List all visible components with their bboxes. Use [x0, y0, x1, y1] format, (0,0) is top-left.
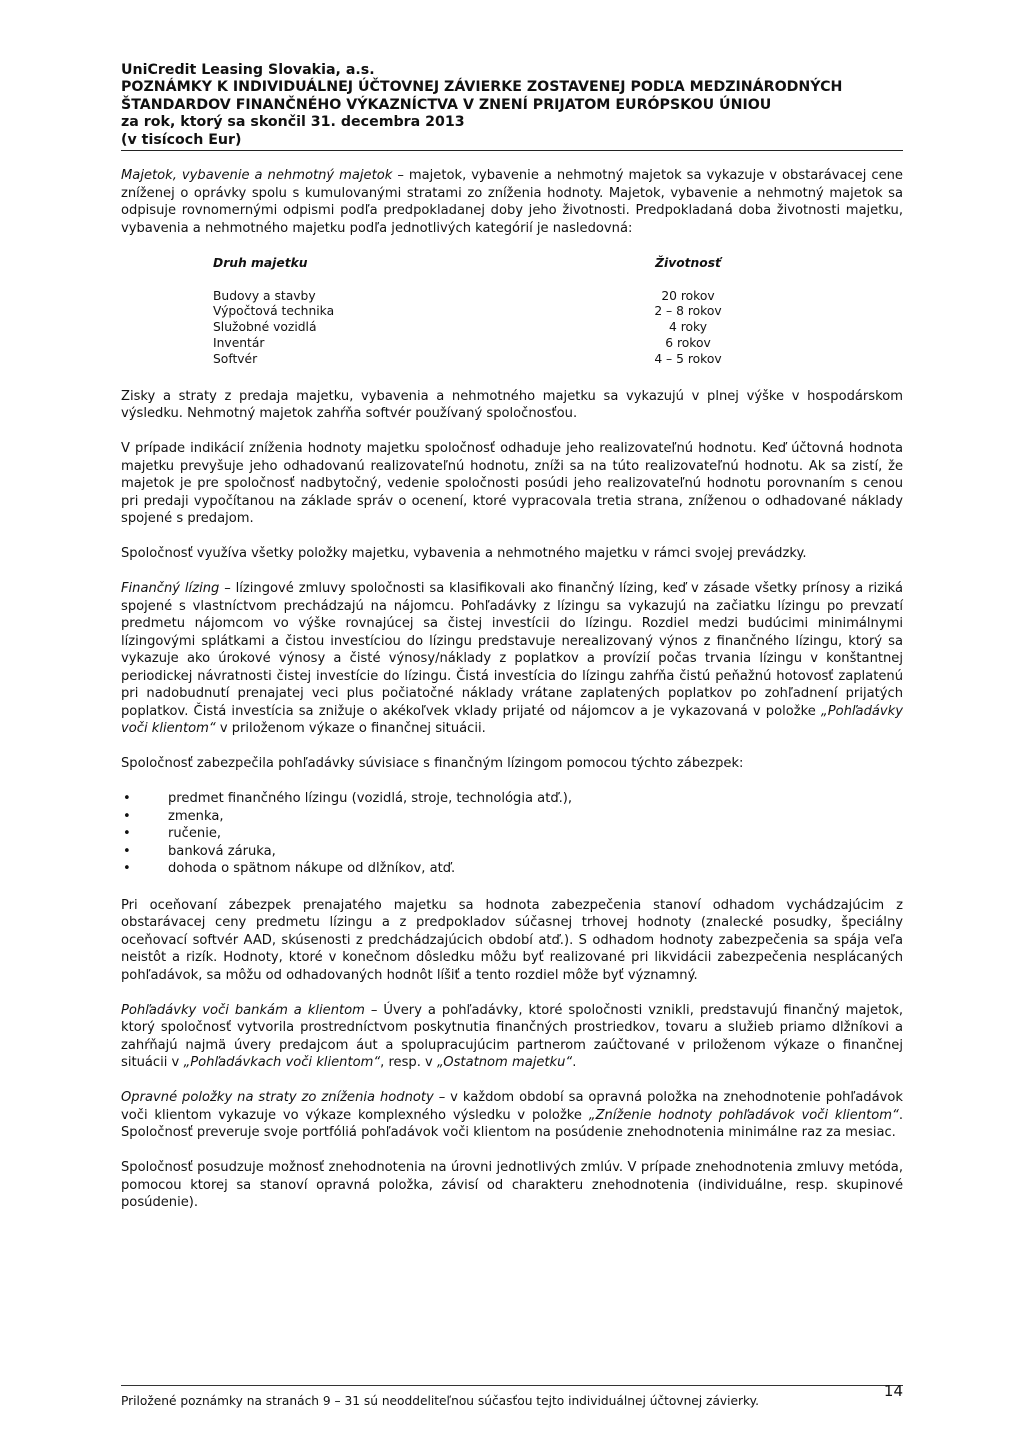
table-header-row: [213, 255, 723, 289]
column-header-useful-life: Životnosť: [655, 256, 721, 271]
paragraph-text: v priloženom výkaze o finančnej situácii.: [215, 721, 486, 737]
document-header: [121, 62, 903, 151]
header-title-line-2: ŠTANDARDOV FINANČNÉHO VÝKAZNÍCTVA V ZNENÍ PRIJATOM EURÓPSKOU ÚNIOU: [121, 96, 772, 113]
paragraph-heading: Finančný lízing: [121, 581, 220, 597]
bullet-icon: •: [123, 791, 131, 807]
paragraph-gains-losses: Zisky a straty z predaja majetku, vybavenia a nehmotného majetku sa vykazujú v plnej výške v hospodárskom výsledku. Nehmotný majetok zahŕňa softvér používaný spoločnosťou.: [121, 388, 903, 422]
statement-reference: „Ostatnom majetku“: [436, 1055, 573, 1071]
paragraph-text: . Spoločnosť preveruje svoje portfóliá pohľadávok voči klientom na posúdenie znehodnotenia minimálne raz za mesiac.: [121, 1107, 903, 1141]
table-row: [213, 304, 723, 320]
paragraph-impairment: V prípade indikácií zníženia hodnoty majetku spoločnosť odhaduje jeho realizovateľnú hodnotu. Keď účtovná hodnota majetku prevyšuje jeho odhadovanú realizovateľnú hodnotu, zníži sa na túto realizovateľnú hodnotu. Ak sa zistí, že majetok je pre spoločnosť nadbytočný, vedenie spoločnosti posúdi jeho realizovateľnú hodnotu porovnaním s cenou pri predaji vypočítanou na základe správ o ocenení, ktoré vypracovala tretia strana, zníženou o odhadované náklady spojené s predajom.: [121, 441, 903, 527]
company-name: UniCredit Leasing Slovakia, a.s.: [121, 62, 375, 78]
statement-reference: „Pohľadávky voči klientom“: [121, 703, 903, 737]
asset-type-cell: Výpočtová technika: [213, 304, 335, 319]
asset-type-cell: Inventár: [213, 335, 265, 350]
bullet-icon: •: [123, 808, 131, 824]
useful-life-cell: 6 rokov: [665, 335, 711, 350]
bullet-icon: •: [123, 826, 131, 842]
page-footer: [121, 1382, 903, 1408]
list-item: [121, 790, 903, 808]
paragraph-heading: Majetok, vybavenie a nehmotný majetok: [121, 168, 393, 184]
asset-type-cell: Softvér: [213, 351, 258, 366]
list-item: [121, 860, 903, 878]
statement-reference: „Zníženie hodnoty pohľadávok voči klientom“: [588, 1107, 899, 1123]
collateral-list: [121, 790, 903, 878]
paragraph-impairment-assessment: Spoločnosť posudzuje možnosť znehodnotenia na úrovni jednotlivých zmlúv. V prípade znehodnotenia zmluvy metóda, pomocou ktorej sa stanoví opravná položka, závisí od charakteru znehodnotenia (individuálne, resp. skupinové posúdenie).: [121, 1160, 903, 1211]
paragraph-collateral-intro: Spoločnosť zabezpečila pohľadávky súvisiace s finančným lízingom pomocou týchto zábezpek:: [121, 756, 744, 772]
paragraph-finance-lease: [121, 580, 903, 738]
paragraph-receivables: [121, 1002, 903, 1072]
document-page: [121, 62, 903, 1229]
header-period: za rok, ktorý sa skončil 31. decembra 2013: [121, 114, 465, 131]
page-number: 14: [883, 1382, 903, 1400]
table-row: [213, 352, 723, 368]
paragraph-property-equipment: [121, 167, 903, 237]
paragraph-text: – v každom období sa opravná položka na znehodnotenie pohľadávok voči klientom vykazuje vo výkaze komplexného výsledku v položke: [121, 1090, 903, 1123]
table-row: [213, 289, 723, 305]
list-item-text: banková záruka,: [168, 843, 276, 859]
list-item: [121, 825, 903, 843]
useful-life-cell: 4 roky: [668, 320, 707, 335]
paragraph-heading: Pohľadávky voči bankám a klientom: [121, 1002, 365, 1018]
useful-life-cell: 4 – 5 rokov: [654, 351, 722, 366]
paragraph-text: – lízingové zmluvy spoločnosti sa klasifikovali ako finančný lízing, keď v zásade všetky prínosy a riziká spojené s vlastníctvom prechádzajú na nájomcu. Pohľadávky z lízingu sa vykazujú na začiatku lízingu po prevzatí predmetu nájomcom vo výške rovnajúcej sa čistej investícii do lízingu. Rozdiel medzi budúcimi minimálnymi lízingovými splátkami a čistou investíciou do lízingu predstavuje nerealizovaný výnos z finančného lízingu, ktorý sa vykazuje ako úrokové výnosy a čisté výnosy/náklady z poplatkov a provízií počas trvania lízingu v konštantnej periodickej návratnosti čistej investície do lízingu. Čistá investícia do lízingu zahŕňa čistú peňažnú hotovosť zaplatenú pri nadobudnutí prenajatej veci plus počiatočné náklady vrátane zaplatených poplatkov po zohľadnení prijatých poplatkov. Čistá investícia sa znižuje o akékoľvek vklady prijaté od nájomcov a je vykazovaná v položke: [121, 581, 903, 719]
list-item-text: ručenie,: [168, 826, 222, 842]
table-row: [213, 320, 723, 336]
document-body: [121, 167, 903, 1211]
bullet-icon: •: [123, 843, 131, 859]
paragraph-text: – majetok, vybavenie a nehmotný majetok sa vykazuje v obstarávacej cene zníženej o oprávky spolu s kumulovanými stratami zo zníženia hodnoty. Majetok, vybavenie a nehmotný majetok sa odpisuje rovnomernými odpismi podľa predpokladanej doby jeho životnosti. Predpokladaná doba životnosti majetku, vybavenia a nehmotného majetku podľa jednotlivých kategórií je nasledovná:: [121, 168, 903, 236]
header-title-line-1: POZNÁMKY K INDIVIDUÁLNEJ ÚČTOVNEJ ZÁVIERKE ZOSTAVENEJ PODĽA MEDZINÁRODNÝCH: [121, 79, 843, 96]
paragraph-impairment-allowances: [121, 1089, 903, 1142]
useful-life-cell: 2 – 8 rokov: [654, 304, 722, 319]
paragraph-text: – Úvery a pohľadávky, ktoré spoločnosti vznikli, predstavujú finančný majetok, ktorý spoločnosť vytvorila prostredníctvom poskytnutia finančných prostriedkov, tovaru a služieb priamo dlžníkovi a zahŕňajú najmä úvery predajcom áut a spolupracujúcim partnerom zaúčtované v priloženom výkaze o finančnej situácii v: [121, 1002, 903, 1071]
paragraph-asset-usage: Spoločnosť využíva všetky položky majetku, vybavenia a nehmotného majetku v rámci svojej prevádzky.: [121, 546, 807, 562]
paragraph-text: .: [572, 1055, 577, 1071]
list-item: [121, 808, 903, 826]
list-item-text: dohoda o spätnom nákupe od dlžníkov, atď.: [168, 861, 456, 877]
paragraph-heading: Opravné položky na straty zo zníženia hodnoty: [121, 1090, 434, 1106]
asset-type-cell: Budovy a stavby: [213, 288, 316, 303]
paragraph-collateral-valuation: Pri oceňovaní zábezpek prenajatého majetku sa hodnota zabezpečenia stanoví odhadom vychádzajúcim z obstarávacej ceny predmetu lízingu a z predpokladov súčasnej trhovej hodnoty (znalecké posudky, špeciálny oceňovací softvér AAD, skúsenosti z predchádzajúcich období atď.). S odhadom hodnoty zabezpečenia sa spája veľa neistôt a rizík. Hodnoty, ktoré v konečnom dôsledku môžu byť realizované pri likvidácii zabezpečenia nesplácaných pohľadávok, sa môžu od odhadovaných hodnôt líšiť a tento rozdiel môže byť významný.: [121, 897, 903, 983]
paragraph-text: , resp. v: [380, 1055, 437, 1071]
bullet-icon: •: [123, 861, 131, 877]
list-item: [121, 843, 903, 861]
asset-lifetime-table: [213, 255, 723, 367]
list-item-text: zmenka,: [168, 808, 224, 824]
useful-life-cell: 20 rokov: [661, 288, 715, 303]
column-header-asset-type: Druh majetku: [213, 256, 308, 271]
asset-type-cell: Služobné vozidlá: [213, 320, 317, 335]
list-item-text: predmet finančného lízingu (vozidlá, stroje, technológia atď.),: [168, 791, 573, 807]
statement-reference: „Pohľadávkach voči klientom“: [183, 1055, 381, 1071]
footer-note: Priložené poznámky na stranách 9 – 31 sú neoddeliteľnou súčasťou tejto individuálnej účtovnej závierky.: [121, 1394, 759, 1408]
table-row: [213, 336, 723, 352]
header-currency-unit: (v tisícoch Eur): [121, 131, 242, 148]
